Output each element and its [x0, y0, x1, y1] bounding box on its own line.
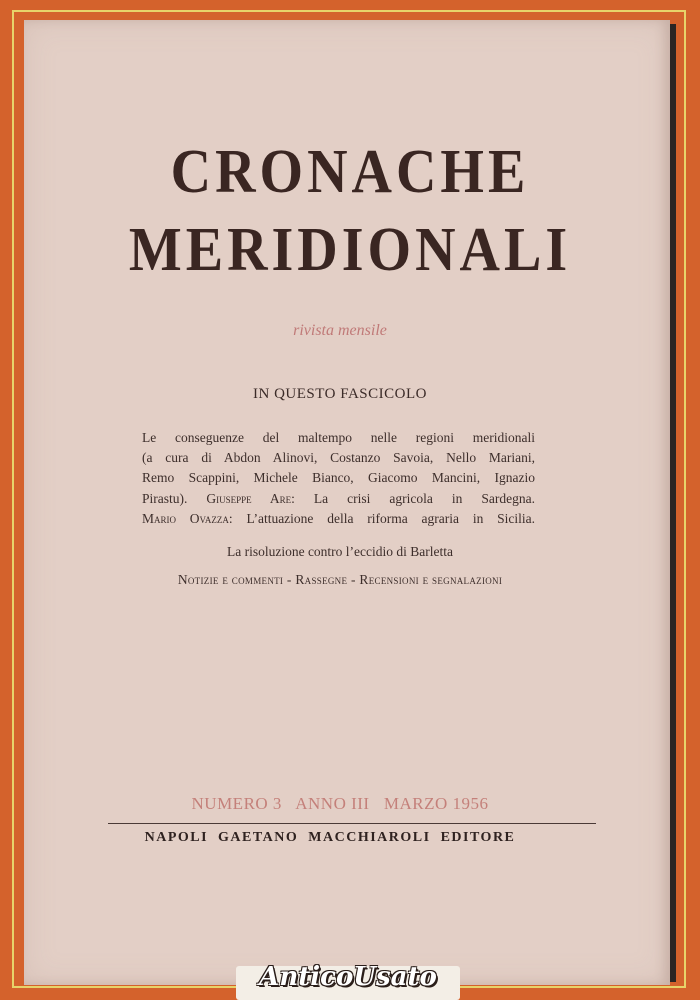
- contents-text: Pirastu).: [142, 490, 188, 506]
- subtitle: rivista mensile: [293, 322, 387, 339]
- article-title: : L’attuazione della riforma agraria in Sicilia.: [228, 510, 535, 526]
- title-line-2: MERIDIONALI: [128, 215, 572, 285]
- contents-heading: IN QUESTO FASCICOLO: [253, 386, 427, 402]
- resolution-item: La risoluzione contro l’eccidio di Barletta: [226, 544, 454, 559]
- contents-line: Remo Scappini, Michele Bianco, Giacomo Mancini, Ignazio: [142, 470, 535, 486]
- sections-item: Notizie e commenti - Rassegne - Recensioni e segnalazioni: [177, 572, 503, 587]
- title-line-1: CRONACHE: [170, 137, 530, 207]
- issue-info: NUMERO 3 ANNO III MARZO 1956: [191, 794, 489, 813]
- article-title: : La crisi agricola in Sardegna.: [291, 490, 536, 506]
- contents-line: [142, 489, 535, 509]
- contents-line: Le conseguenze del maltempo nelle regioni meridionali: [142, 430, 535, 445]
- contents-list: [142, 428, 535, 529]
- publisher: NAPOLI GAETANO MACCHIAROLI EDITORE: [144, 830, 516, 845]
- divider: [108, 823, 596, 824]
- author-name: Giuseppe Are: [206, 490, 292, 506]
- contents-line: [142, 509, 535, 529]
- author-name: Mario Ovazza: [142, 510, 229, 526]
- contents-line: (a cura di Abdon Alinovi, Costanzo Savoia, Nello Mariani,: [142, 450, 535, 466]
- watermark-logo: AnticoUsato: [259, 962, 437, 992]
